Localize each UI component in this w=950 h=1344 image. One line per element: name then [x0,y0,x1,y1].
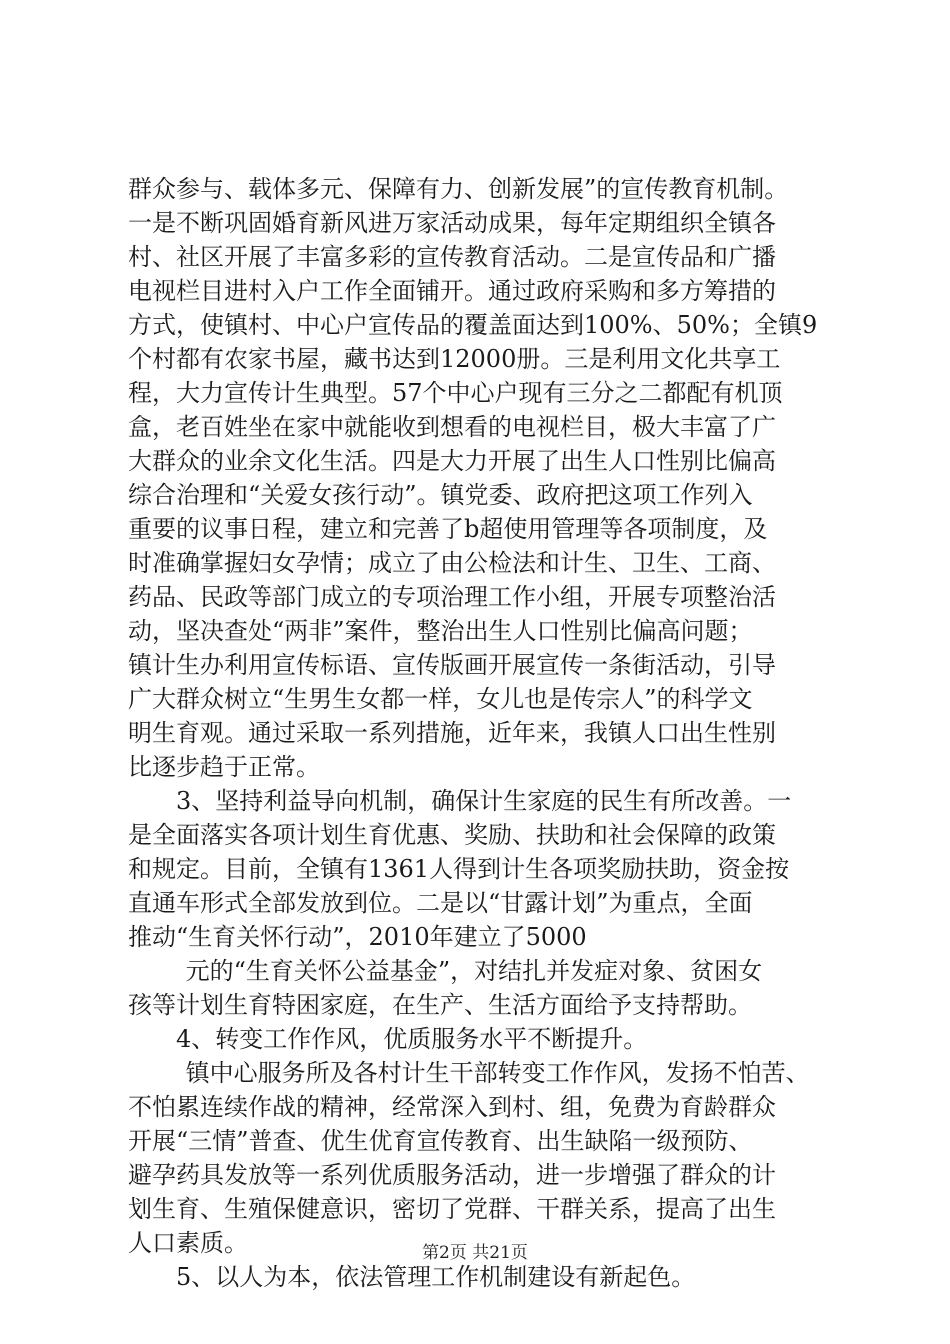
text-line: 一是不断巩固婚育新风进万家活动成果，每年定期组织全镇各 [128,209,776,237]
text-line: 镇计生办利用宣传标语、宣传版画开展宣传一条街活动，引导 [128,651,776,679]
document-body [128,172,828,1294]
text-line: 比逐步趋于正常。 [128,753,320,781]
text-line: 广大群众树立“生男生女都一样，女儿也是传宗人”的科学文 [128,685,753,713]
text-line: 重要的议事日程，建立和完善了b超使用管理等各项制度，及 [128,515,768,543]
text-line: 综合治理和“关爱女孩行动”。镇党委、政府把这项工作列入 [128,481,753,509]
text-line: 直通车形式全部发放到位。二是以“甘露计划”为重点，全面 [128,889,753,917]
text-line: 3、坚持利益导向机制，确保计生家庭的民生有所改善。一 [176,787,792,815]
text-line: 镇中心服务所及各村计生干部转变工作作风，发扬不怕苦、 [185,1059,810,1087]
text-line: 个村都有农家书屋，藏书达到12000册。三是利用文化共享工 [128,345,781,373]
text-line: 划生育、生殖保健意识，密切了党群、干群关系，提高了出生 [128,1195,776,1223]
text-line: 元的“生育关怀公益基金”，对结扎并发症对象、贫困女 [185,957,763,985]
text-line: 和规定。目前，全镇有1361人得到计生各项奖励扶助，资金按 [128,855,790,883]
text-line: 4、转变工作作风，优质服务水平不断提升。 [176,1025,648,1053]
text-line: 电视栏目进村入户工作全面铺开。通过政府采购和多方筹措的 [128,277,776,305]
text-line: 方式，使镇村、中心户宣传品的覆盖面达到100%、50%；全镇9 [128,311,818,339]
text-line: 群众参与、载体多元、保障有力、创新发展”的宣传教育机制。 [128,175,789,203]
text-line: 药品、民政等部门成立的专项治理工作小组，开展专项整治活 [128,583,776,611]
text-line: 程，大力宣传计生典型。57个中心户现有三分之二都配有机顶 [128,379,783,407]
text-line: 5、以人为本，依法管理工作机制建设有新起色。 [176,1263,696,1291]
text-line: 大群众的业余文化生活。四是大力开展了出生人口性别比偏高 [128,447,776,475]
text-line: 不怕累连续作战的精神，经常深入到村、组，免费为育龄群众 [128,1093,776,1121]
page-number-footer: 第2页 共21页 [422,1243,528,1263]
text-line: 明生育观。通过采取一系列措施，近年来，我镇人口出生性别 [128,719,776,747]
text-line: 人口素质。 [128,1229,248,1257]
text-line: 动，坚决查处“两非”案件，整治出生人口性别比偏高问题； [128,617,753,645]
text-line: 盒，老百姓坐在家中就能收到想看的电视栏目，极大丰富了广 [128,413,776,441]
text-line: 孩等计划生育特困家庭，在生产、生活方面给予支持帮助。 [128,991,752,1019]
text-line: 村、社区开展了丰富多彩的宣传教育活动。二是宣传品和广播 [128,243,776,271]
text-line: 是全面落实各项计划生育优惠、奖励、扶助和社会保障的政策 [128,821,776,849]
text-line: 开展“三情”普查、优生优育宣传教育、出生缺陷一级预防、 [128,1127,753,1155]
text-line: 避孕药具发放等一系列优质服务活动，进一步增强了群众的计 [128,1161,776,1189]
text-line: 推动“生育关怀行动”，2010年建立了5000 [128,923,587,951]
text-line: 时准确掌握妇女孕情；成立了由公检法和计生、卫生、工商、 [128,549,776,577]
